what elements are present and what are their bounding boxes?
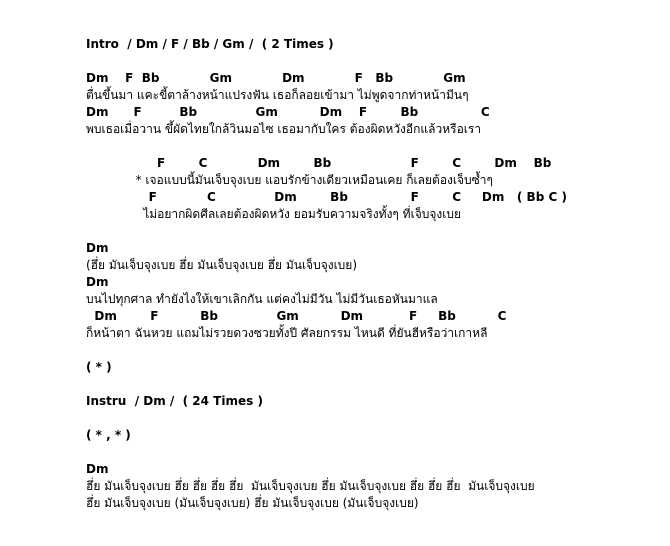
chord-line: Dm F Bb Gm Dm F Bb C: [86, 105, 490, 119]
verse-2: [86, 240, 646, 342]
spacer: [86, 376, 646, 393]
lyric-line: พบเธอเมื่อวาน ขึ้ผัดไทยใกล้วินมอไซ เธอมากับใคร ต้องผิดหวังอีกแล้วหรือเรา: [86, 122, 482, 136]
repeat-marker: ( * ): [86, 360, 112, 374]
lyric-line: (ฮึ่ย มันเจ็บจุงเบย ฮึ่ย มันเจ็บจุงเบย ฮึ่ย มันเจ็บจุงเบย): [86, 258, 358, 272]
instrumental-line: Instru / Dm / ( 24 Times ): [86, 394, 263, 408]
chord-line: Dm F Bb Gm Dm F Bb Gm: [86, 71, 466, 85]
lyric-line: ตื่นขึ้นมา แคะขี้ตาล้างหน้าแปรงฟัน เธอก็ลอยเข้ามา ไม่พูดจากท่าหน้ามีนๆ: [86, 88, 469, 102]
chord-line: Dm: [86, 462, 109, 476]
repeat-marker: ( * , * ): [86, 428, 131, 442]
chord-line: F C Dm Bb F C Dm Bb: [86, 156, 552, 170]
verse-1: [86, 70, 646, 138]
chord-line: F C Dm Bb F C Dm ( Bb C ): [86, 190, 567, 204]
chorus: [86, 155, 646, 223]
chord-line: Dm: [86, 275, 109, 289]
chord-sheet: [86, 36, 646, 512]
lyric-line: ฮึ่ย มันเจ็บจุงเบย ฮึ่ย ฮึ่ย ฮึ่ย ฮึ่ย มันเจ็บจุงเบย ฮึ่ย มันเจ็บจุงเบย ฮึ่ย ฮึ่ย ฮึ่ย มันเจ็บจุงเบย: [86, 479, 535, 493]
spacer: [86, 223, 646, 240]
lyric-line: * เจอแบบนี้มันเจ็บจุงเบย แอบรักข้างเดียวเหมือนเคย ก็เลยต้องเจ็บซ้ำๆ: [86, 173, 493, 187]
chord-line: Dm F Bb Gm Dm F Bb C: [86, 309, 507, 323]
lyric-line: บนไปทุกศาล ทำยังไงให้เขาเลิกกัน แต่คงไม่มีวัน ไม่มีวันเธอหันมาแล: [86, 292, 438, 306]
spacer: [86, 410, 646, 427]
spacer: [86, 138, 646, 155]
lyric-line: ก็หน้าตา ฉันหวย แถมไม่รวยดวงซวยทั้งปี ศัลยกรรม ไหนดี ที่ยันฮีหรือว่าเกาหลี: [86, 326, 488, 340]
lyric-line: ไม่อยากผิดศีลเลยต้องผิดหวัง ยอมรับความจริงทั้งๆ ที่เจ็บจุงเบย: [86, 207, 461, 221]
spacer: [86, 444, 646, 461]
chord-line: Dm: [86, 241, 109, 255]
lyric-line: ฮึ่ย มันเจ็บจุงเบย (มันเจ็บจุงเบย) ฮึ่ย มันเจ็บจุงเบย (มันเจ็บจุงเบย): [86, 496, 419, 510]
spacer: [86, 342, 646, 359]
intro-line: Intro / Dm / F / Bb / Gm / ( 2 Times ): [86, 37, 334, 51]
outro: [86, 461, 646, 512]
spacer: [86, 53, 646, 70]
